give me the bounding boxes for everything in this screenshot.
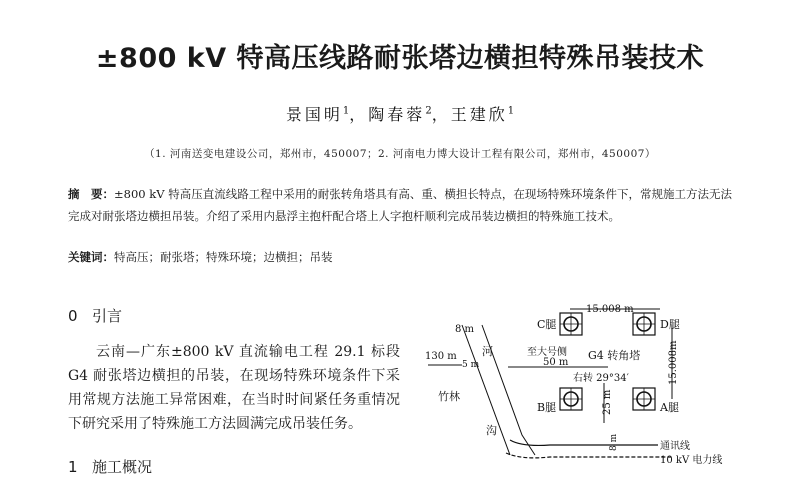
ditch-label: 沟 <box>486 424 497 437</box>
leg-d-label: D腿 <box>660 318 680 331</box>
leg-c-label: C腿 <box>537 318 557 331</box>
to-dahao-label: 至大号侧 <box>527 347 567 358</box>
power-line-label: 10 kV 电力线 <box>660 455 723 466</box>
abstract <box>68 183 732 227</box>
tower-name-label: G4 转角塔 <box>588 349 641 362</box>
dist-8b-label: 8 m <box>455 324 475 335</box>
dim-top-label: 15.008 m <box>586 304 634 315</box>
author-3: 王建欣 <box>450 105 508 124</box>
section-heading-overview <box>68 456 152 477</box>
author-2-affil: 2 <box>425 105 432 117</box>
leg-a-symbol <box>633 388 655 410</box>
intro-paragraph: 云南—广东±800 kV 直流输电工程 29.1 标段 G4 耐张塔边横担的吊装，在现场特殊环境条件下采用常规方法施工异常困难，在当时时间紧任务重情况下研究采用了特殊施工方法圆满完成吊装任务。 <box>68 344 400 432</box>
author-separator: ， <box>431 105 451 124</box>
author-separator: ， <box>349 105 369 124</box>
leg-c-symbol <box>560 313 582 335</box>
author-3-affil: 1 <box>507 105 515 117</box>
leg-d-symbol <box>633 313 655 335</box>
section-heading-intro <box>68 305 122 326</box>
leg-b-symbol <box>560 388 582 410</box>
paper-title: ±800 kV 特高压线路耐张塔边横担特殊吊装技术 <box>95 43 705 74</box>
section-title: 施工概况 <box>92 458 153 476</box>
keywords-text: 特高压；耐张塔；特殊环境；边横担；吊装 <box>114 250 333 264</box>
author-list <box>0 102 800 125</box>
dist-25-label: 25 m <box>602 389 613 415</box>
power-line <box>506 453 672 458</box>
dist-5-label: 5 m <box>462 360 480 370</box>
leg-b-label: B腿 <box>537 401 557 414</box>
author-1-affil: 1 <box>342 105 350 117</box>
dist-8-label: 8 m <box>609 433 619 451</box>
river-label: 河 <box>482 345 493 358</box>
affiliations: （1. 河南送变电建设公司，郑州市，450007；2. 河南电力博大设计工程有限公司，郑州市，450007） <box>144 148 656 160</box>
bamboo-label: 竹林 <box>438 390 460 403</box>
author-2: 陶春蓉 <box>368 105 426 124</box>
author-1: 景国明 <box>285 105 343 124</box>
site-layout-figure <box>410 295 740 468</box>
section-number: 0 <box>68 307 78 325</box>
dist-50-label: 50 m <box>543 357 569 368</box>
abstract-label: 摘 要： <box>68 187 115 201</box>
keywords <box>68 249 732 265</box>
angle-label: 右转 29°34′ <box>573 373 629 384</box>
dist-130-label: 130 m <box>425 351 457 362</box>
dim-right-label: 15.008m <box>668 340 679 385</box>
comm-line-label: 通讯线 <box>660 441 690 452</box>
section-number: 1 <box>68 458 78 476</box>
section-title: 引言 <box>92 307 123 325</box>
keywords-label: 关键词： <box>68 250 114 264</box>
leg-a-label: A腿 <box>660 401 679 414</box>
abstract-text: ±800 kV 特高压直流线路工程中采用的耐张转角塔具有高、重、横担长特点，在现场特殊环境条件下，常规施工方法无法完成对耐张塔边横担吊装。介绍了采用内悬浮主抱杆配合塔上人字抱杆顺利完成吊装边横担的特殊施工技术。 <box>68 187 732 223</box>
comm-line <box>510 440 658 445</box>
